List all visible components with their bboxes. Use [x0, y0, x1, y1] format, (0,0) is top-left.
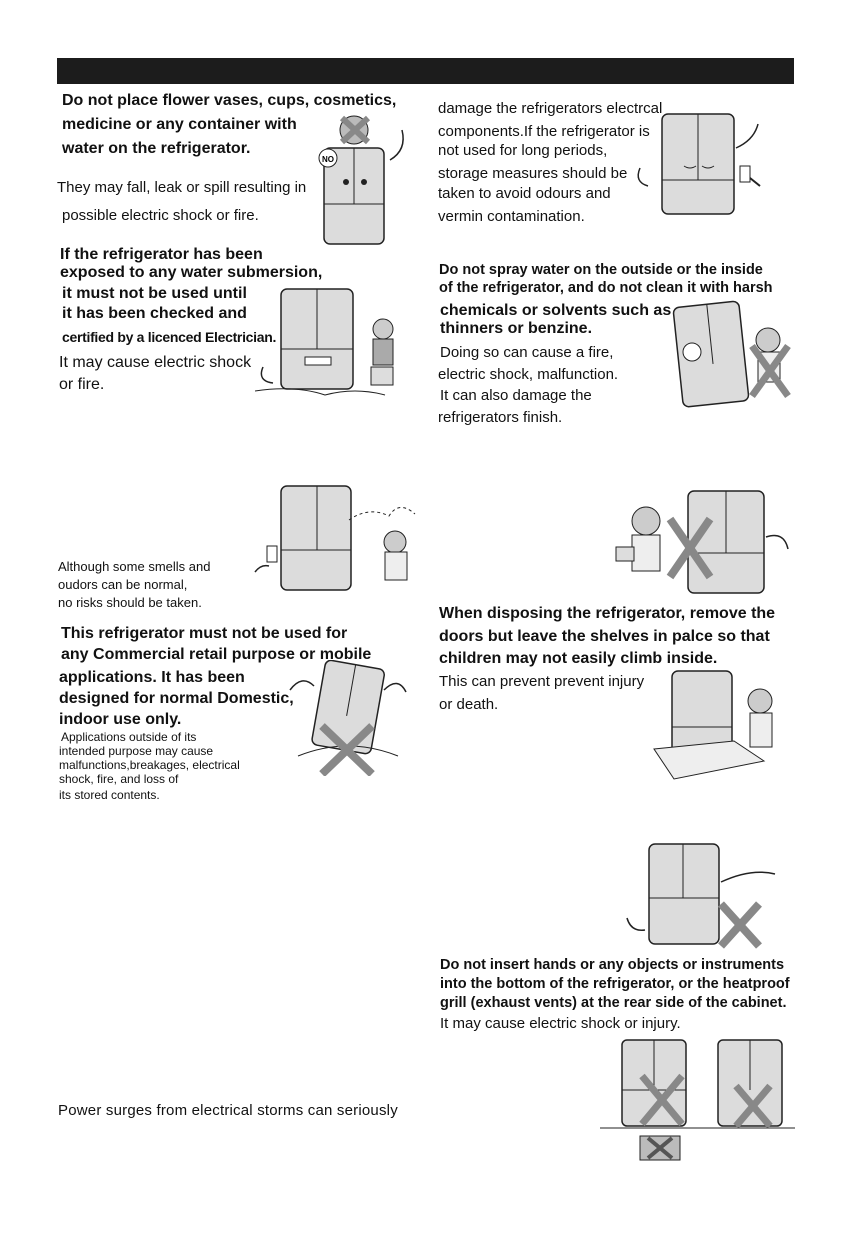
storage-body-6: vermin contamination.	[438, 208, 585, 225]
disposing-heading-3: children may not easily climb inside.	[439, 650, 718, 667]
storage-body-4: storage measures should be	[438, 165, 628, 182]
fridge-smell-icon	[245, 484, 417, 594]
fridge-children-icon	[650, 667, 792, 783]
disposing-heading-2: doors but leave the shelves in palce so that	[439, 628, 770, 645]
storage-body-3: not used for long periods,	[438, 142, 608, 159]
submersion-heading-1: If the refrigerator has been	[60, 246, 263, 263]
spray-body-3: It can also damage the	[440, 387, 592, 404]
commercial-heading-2: any Commercial retail purpose or mobile	[61, 646, 372, 663]
section-header-bar	[57, 58, 794, 84]
spray-body-2: electric shock, malfunction.	[438, 366, 619, 383]
spray-body-4: refrigerators finish.	[438, 409, 563, 426]
insert-heading-2: into the bottom of the refrigerator, or the heatproof	[440, 976, 790, 992]
commercial-body-1: Applications outside of its	[61, 730, 197, 744]
submersion-body-2: or fire.	[59, 376, 105, 393]
submersion-body-1: It may cause electric shock	[59, 354, 252, 371]
vases-heading-1: Do not place flower vases, cups, cosmetics,	[62, 92, 397, 109]
vases-heading-3: water on the refrigerator.	[62, 140, 251, 157]
submersion-heading-5: certified by a licenced Electrician.	[62, 329, 277, 345]
insert-heading-3: grill (exhaust vents) at the rear side of the cabinet.	[440, 995, 787, 1011]
fridge-hands-icon	[625, 838, 791, 950]
commercial-heading-4: designed for normal Domestic,	[59, 690, 294, 707]
vases-heading-2: medicine or any container with	[62, 116, 297, 133]
vases-body-2: possible electric shock or fire.	[62, 207, 259, 224]
spray-heading-4: thinners or benzine.	[440, 320, 593, 337]
storage-body-2: components.If the refrigerator is	[438, 123, 650, 140]
disposing-heading-1: When disposing the refrigerator, remove the	[439, 605, 776, 622]
commercial-body-4: shock, fire, and loss of	[59, 772, 179, 786]
submersion-heading-4: it has been checked and	[62, 305, 247, 322]
submersion-heading-2: exposed to any water submersion,	[60, 264, 323, 281]
fridge-spray-icon	[672, 300, 800, 412]
vases-body-1: They may fall, leak or spill resulting in	[57, 179, 307, 196]
commercial-body-2: intended purpose may cause	[59, 744, 214, 758]
storage-body-1: damage the refrigerators electrcal	[438, 100, 663, 117]
fridge-plug-icon	[632, 108, 777, 216]
no-badge: NO	[322, 155, 334, 164]
spray-heading-1: Do not spray water on the outside or the inside	[439, 262, 763, 278]
disposing-body-2: or death.	[439, 696, 499, 713]
power-surges-body: Power surges from electrical storms can seriously	[58, 1102, 398, 1119]
fridge-rear-icon	[600, 1036, 795, 1162]
smells-body-1: Although some smells and	[58, 559, 211, 574]
submersion-heading-3: it must not be used until	[62, 285, 247, 302]
fridge-water-icon	[255, 285, 410, 397]
commercial-body-3: malfunctions,breakages, electrical	[59, 758, 240, 772]
commercial-heading-3: applications. It has been	[59, 669, 245, 686]
spray-body-1: Doing so can cause a fire,	[440, 344, 614, 361]
storage-body-5: taken to avoid odours and	[438, 185, 611, 202]
insert-heading-1: Do not insert hands or any objects or instruments	[440, 957, 785, 973]
spray-heading-3: chemicals or solvents such as	[440, 302, 672, 319]
insert-body-1: It may cause electric shock or injury.	[440, 1015, 681, 1032]
commercial-body-5: its stored contents.	[59, 788, 160, 802]
disposing-body-1: This can prevent prevent injury	[439, 673, 645, 690]
fridge-commercial-icon	[288, 660, 408, 776]
spray-heading-2: of the refrigerator, and do not clean it with harsh	[439, 280, 773, 296]
commercial-heading-1: This refrigerator must not be used for	[61, 625, 348, 642]
commercial-heading-5: indoor use only.	[59, 711, 182, 728]
smells-body-2: oudors can be normal,	[58, 577, 188, 592]
smells-body-3: no risks should be taken.	[58, 595, 202, 610]
fridge-unplug-icon	[598, 487, 796, 595]
fridge-vase-icon	[312, 110, 414, 248]
